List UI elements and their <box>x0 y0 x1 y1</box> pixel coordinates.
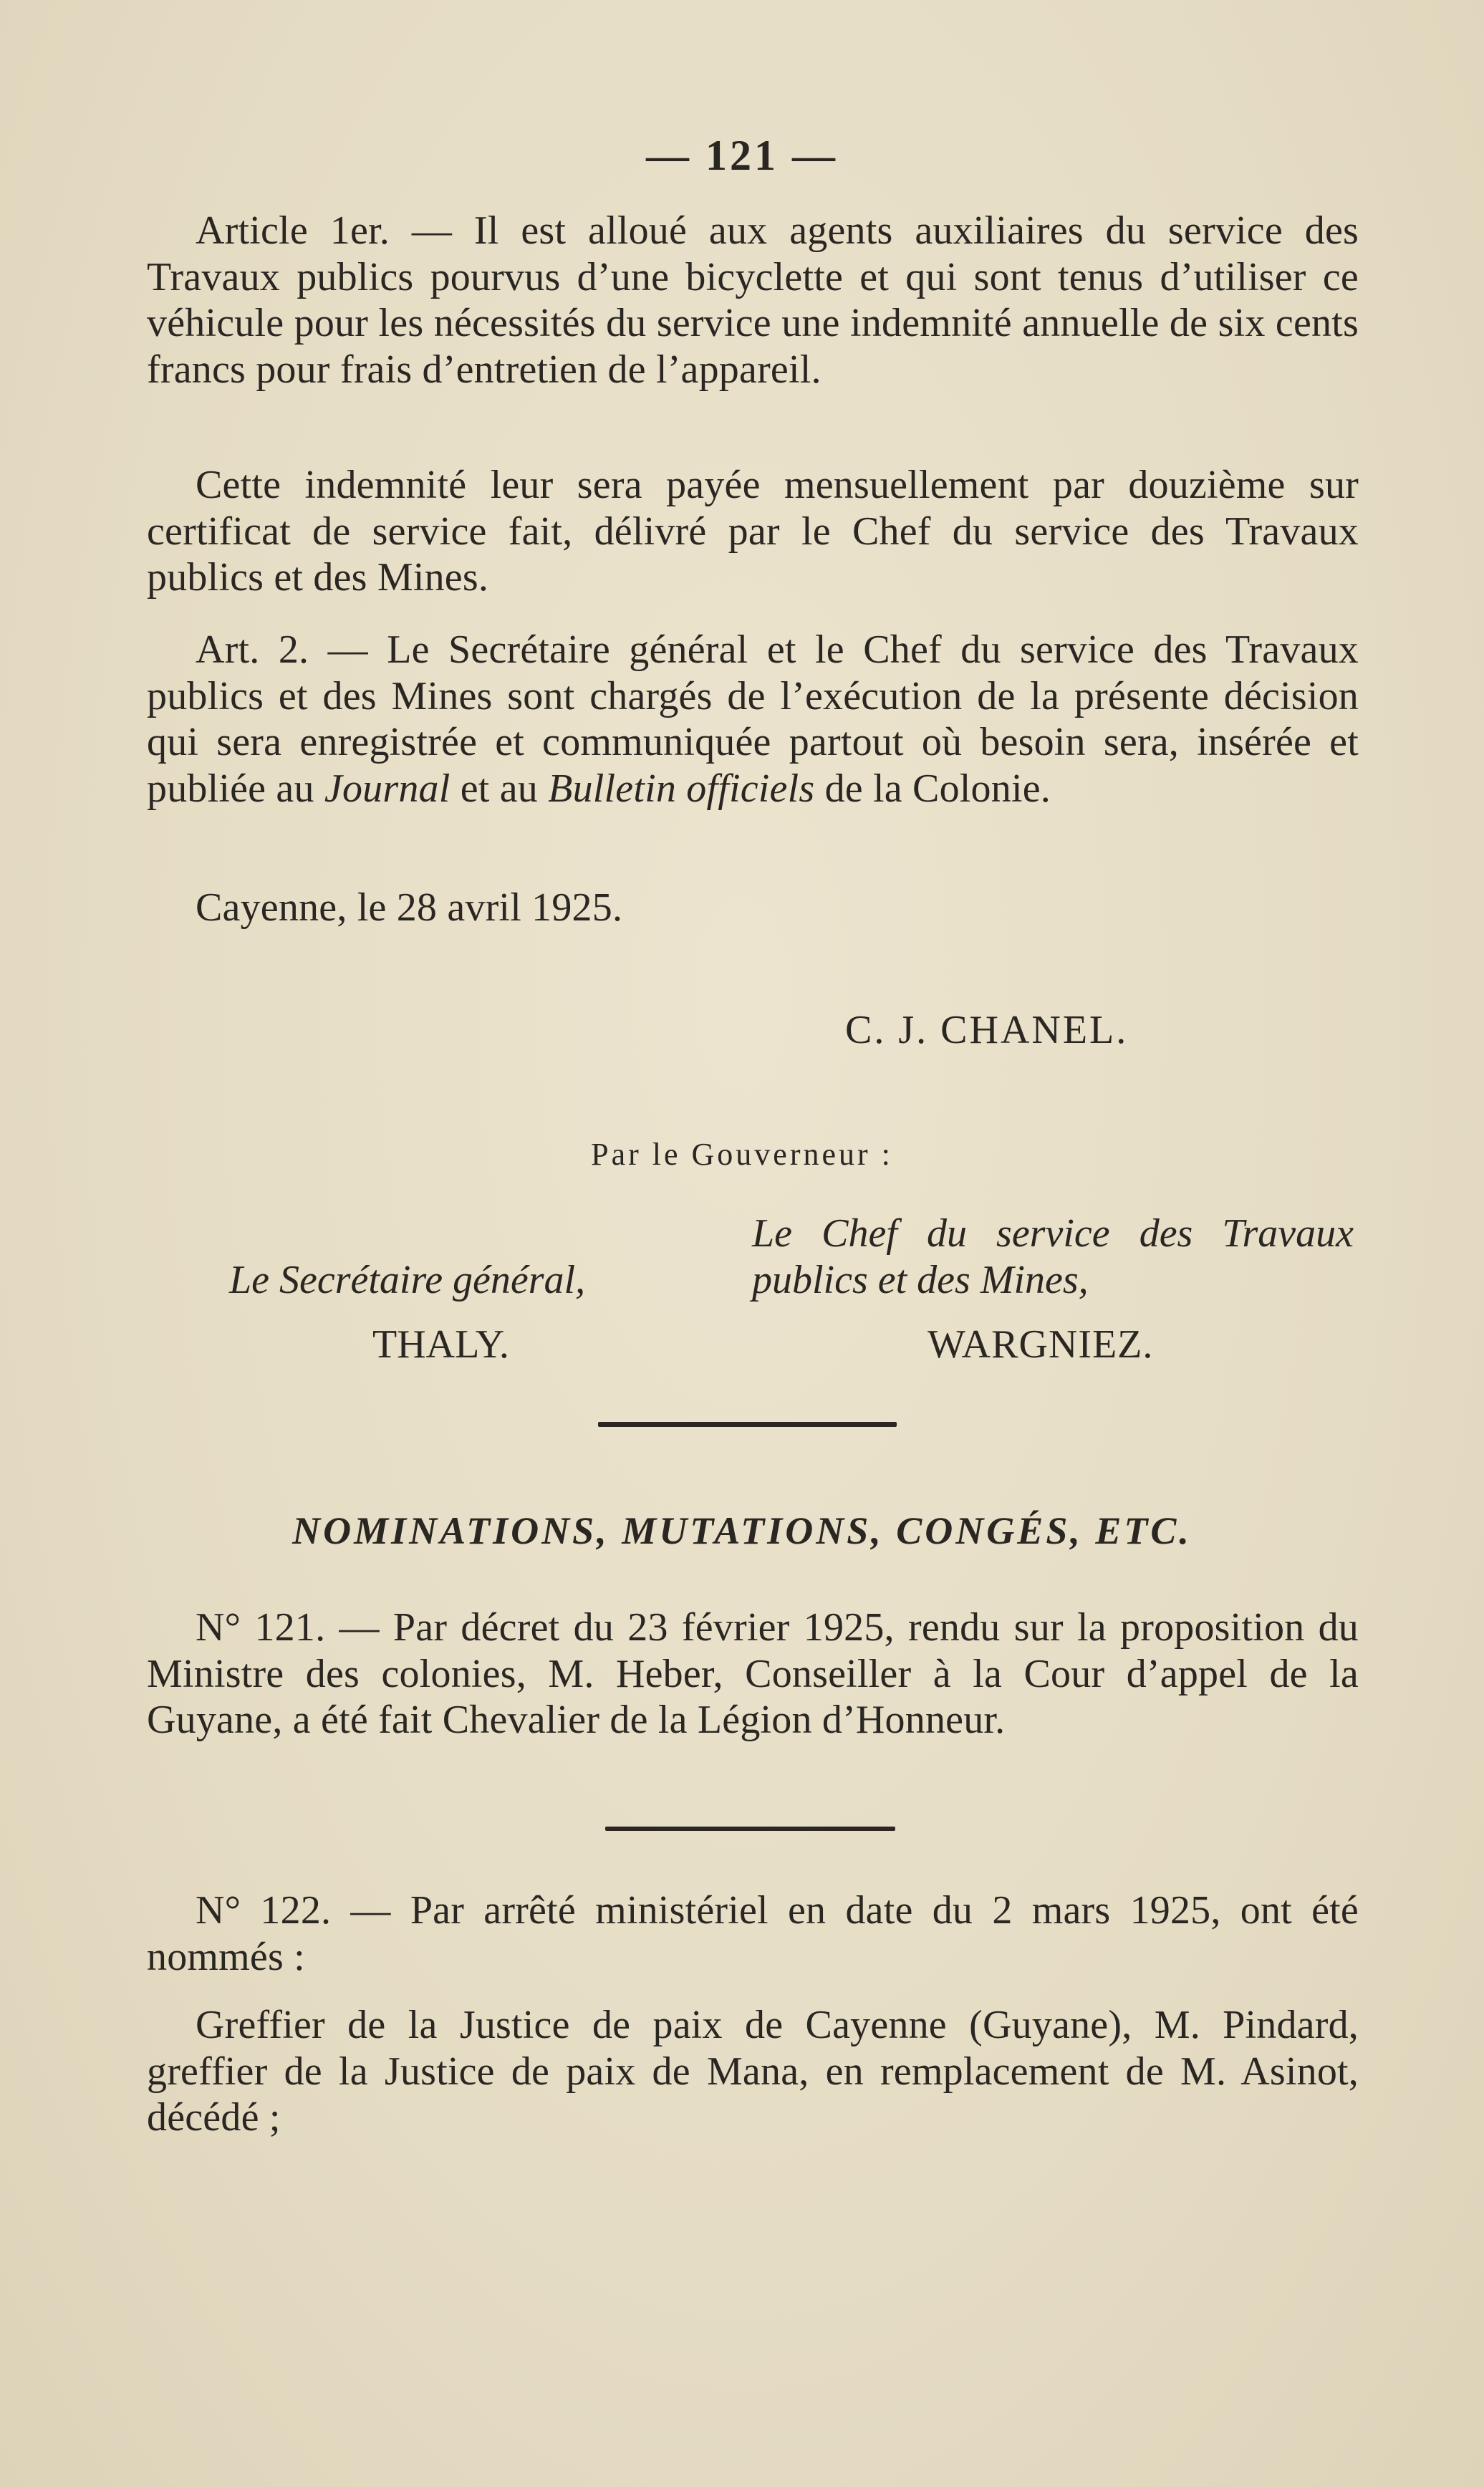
section-heading: NOMINATIONS, MUTATIONS, CONGÉS, ETC. <box>292 1509 1192 1552</box>
par-le-gouverneur: Par le Gouverneur : <box>591 1137 893 1172</box>
journal-title: Journal <box>324 766 450 811</box>
article-2-conjunction: et au <box>450 766 549 811</box>
nomination-122-item: Greffier de la Justice de paix de Cayenne (Guyane), M. Pindard, greffier de la Justice de paix de Mana, en remplacement de M. Asinot, décédé ; <box>147 2003 1359 2140</box>
article-2-paragraph <box>147 627 1359 812</box>
signatory-right-name: WARGNIEZ. <box>928 1322 1154 1367</box>
article-1-paragraph-payment: Cette indemnité leur sera payée mensuellement par douzième sur certificat de service fait, délivré par le Chef du service des Travaux publics et des Mines. <box>147 463 1359 600</box>
governor-signature: C. J. CHANEL. <box>845 1008 1129 1052</box>
nomination-121: N° 121. — Par décret du 23 février 1925, rendu sur la proposition du Ministre des colonies, M. Heber, Conseiller à la Cour d’appel de la Guyane, a été fait Chevalier de la Légion d’Honneur. <box>147 1605 1359 1742</box>
signatory-right-title: Le Chef du service des Travaux publics et des Mines, <box>752 1211 1354 1302</box>
signatory-left-title: Le Secrétaire général, <box>229 1258 586 1302</box>
article-2-text: Art. 2. — Le Secrétaire général et le Chef du service des Travaux publics et des Mines sont chargés de l’exécution de la présente décision qui sera enregistrée et communiquée partout où besoin sera, insérée et publiée au <box>147 627 1359 811</box>
bulletin-title: Bulletin officiels <box>548 766 815 811</box>
signatory-left-name: THALY. <box>372 1322 509 1367</box>
article-1-paragraph: Article 1er. — Il est alloué aux agents auxiliaires du service des Travaux publics pourvus d’une bicyclette et qui sont tenus d’utiliser ce véhicule pour les nécessités du service une indemnité annuelle de six cents francs pour frais d’entretien de l’appareil. <box>147 208 1359 392</box>
article-2-ending: de la Colonie. <box>814 766 1051 811</box>
nomination-122-intro: N° 122. — Par arrêté ministériel en date du 2 mars 1925, ont été nommés : <box>147 1888 1359 1979</box>
section-divider <box>598 1422 897 1427</box>
date-line: Cayenne, le 28 avril 1925. <box>196 885 623 930</box>
nomination-divider <box>605 1827 895 1831</box>
page-number: — 121 — <box>646 132 838 179</box>
